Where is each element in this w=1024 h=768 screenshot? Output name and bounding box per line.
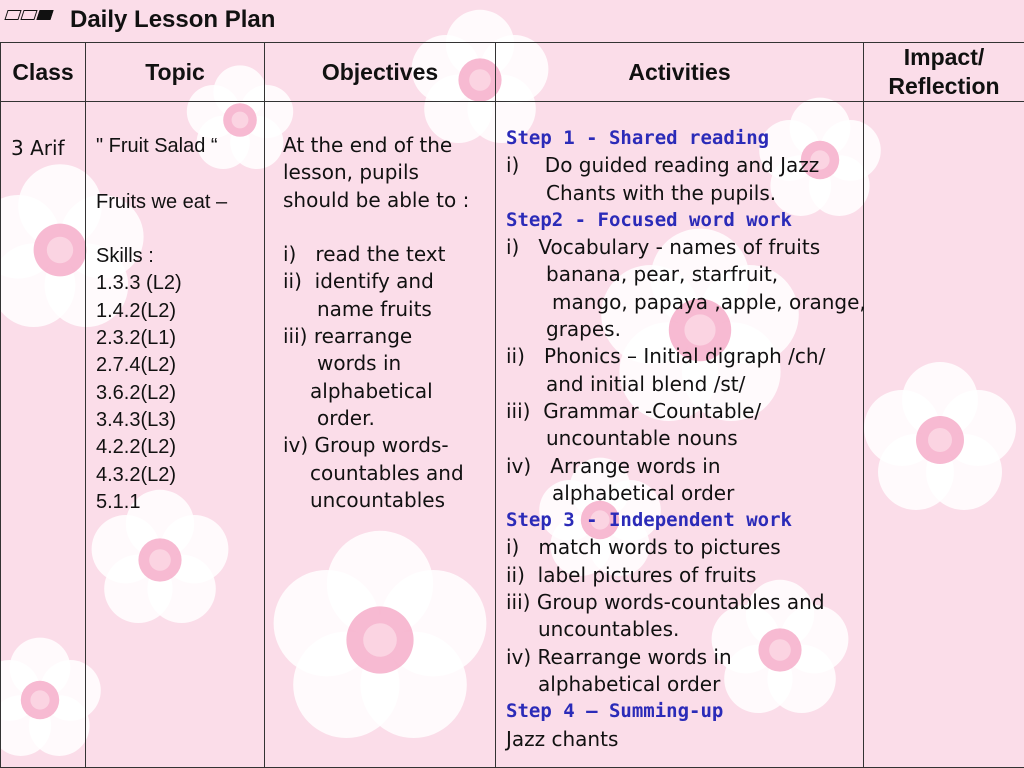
activity-item: i) match words to pictures (506, 535, 781, 560)
header-class: Class (1, 43, 86, 102)
skill-item: 2.7.4(L2) (96, 354, 177, 377)
header-impact-line2: Reflection (888, 73, 1000, 99)
cell-activities (496, 102, 864, 768)
activity-item-cont: mango, papaya ,apple, orange, (552, 289, 866, 314)
activity-item: i) Vocabulary - names of fruits (506, 235, 821, 260)
step-heading: Step 3 - Independent work (506, 509, 792, 532)
activity-item: Jazz chants (506, 726, 619, 751)
objective-item-cont: words in (317, 351, 402, 376)
skill-item: 3.6.2(L2) (96, 381, 177, 404)
table-row (1, 102, 1024, 768)
objective-item: i) read the text (283, 242, 446, 267)
activity-item-cont: alphabetical order (538, 671, 721, 696)
objective-item: ii) identify and (283, 269, 434, 294)
objective-item: iv) Group words- (283, 433, 449, 458)
header-topic: Topic (86, 43, 265, 102)
activity-item: ii) label pictures of fruits (506, 562, 757, 587)
title-bar (0, 0, 1024, 42)
header-impact-reflection (864, 43, 1024, 102)
skill-item: 4.2.2(L2) (96, 436, 177, 459)
activity-item: iii) Grammar -Countable/ (506, 398, 762, 423)
page-title: Daily Lesson Plan (70, 6, 276, 33)
class-name: 3 Arif (11, 136, 65, 160)
cell-impact-reflection (864, 102, 1024, 768)
cell-objectives (265, 102, 496, 768)
skill-item: 3.4.3(L3) (96, 408, 177, 431)
bullet-icon (6, 10, 52, 20)
step-heading: Step 4 – Summing-up (506, 700, 724, 723)
skills-label: Skills : (96, 245, 154, 268)
skill-item: 1.3.3 (L2) (96, 272, 182, 295)
activity-item-cont: Chants with the pupils. (546, 180, 777, 205)
activity-item-cont: uncountables. (538, 617, 680, 642)
activity-item: iv) Arrange words in (506, 453, 721, 478)
skill-item: 5.1.1 (96, 490, 141, 513)
cell-topic (86, 102, 265, 768)
objective-item: iii) rearrange (283, 324, 413, 349)
objective-item-cont: name fruits (317, 296, 432, 321)
objective-item-cont: uncountables (310, 487, 446, 512)
topic-subtitle: Fruits we eat – (96, 190, 228, 213)
topic-title: " Fruit Salad “ (96, 135, 218, 157)
header-objectives: Objectives (265, 43, 496, 102)
activity-item: iii) Group words-countables and (506, 590, 825, 615)
header-impact-line1: Impact/ (903, 44, 985, 70)
objective-item-cont: countables and (310, 460, 464, 485)
lesson-plan-table (0, 42, 1024, 768)
activity-item: ii) Phonics – Initial digraph /ch/ (506, 344, 826, 369)
activity-item-cont: banana, pear, starfruit, (546, 262, 779, 287)
objective-item-cont: order. (317, 405, 375, 430)
objectives-intro: At the end of the (283, 133, 453, 157)
objectives-intro: should be able to : (283, 187, 470, 212)
activity-item-cont: alphabetical order (552, 480, 735, 505)
skill-item: 2.3.2(L1) (96, 327, 177, 350)
activity-item-cont: uncountable nouns (546, 426, 738, 451)
table-header-row (1, 43, 1024, 102)
skill-item: 1.4.2(L2) (96, 299, 177, 322)
activity-item-cont: and initial blend /st/ (546, 371, 746, 396)
objective-item-cont: alphabetical (310, 378, 433, 403)
activity-item: i) Do guided reading and Jazz (506, 153, 820, 178)
activity-item: iv) Rearrange words in (506, 644, 732, 669)
objectives-intro: lesson, pupils (283, 160, 419, 185)
step-heading: Step 1 - Shared reading (506, 127, 770, 149)
activity-item-cont: grapes. (546, 317, 621, 342)
step-heading: Step2 - Focused word work (506, 208, 792, 231)
skill-item: 4.3.2(L2) (96, 463, 177, 486)
cell-class (1, 102, 86, 768)
header-activities: Activities (496, 43, 864, 102)
